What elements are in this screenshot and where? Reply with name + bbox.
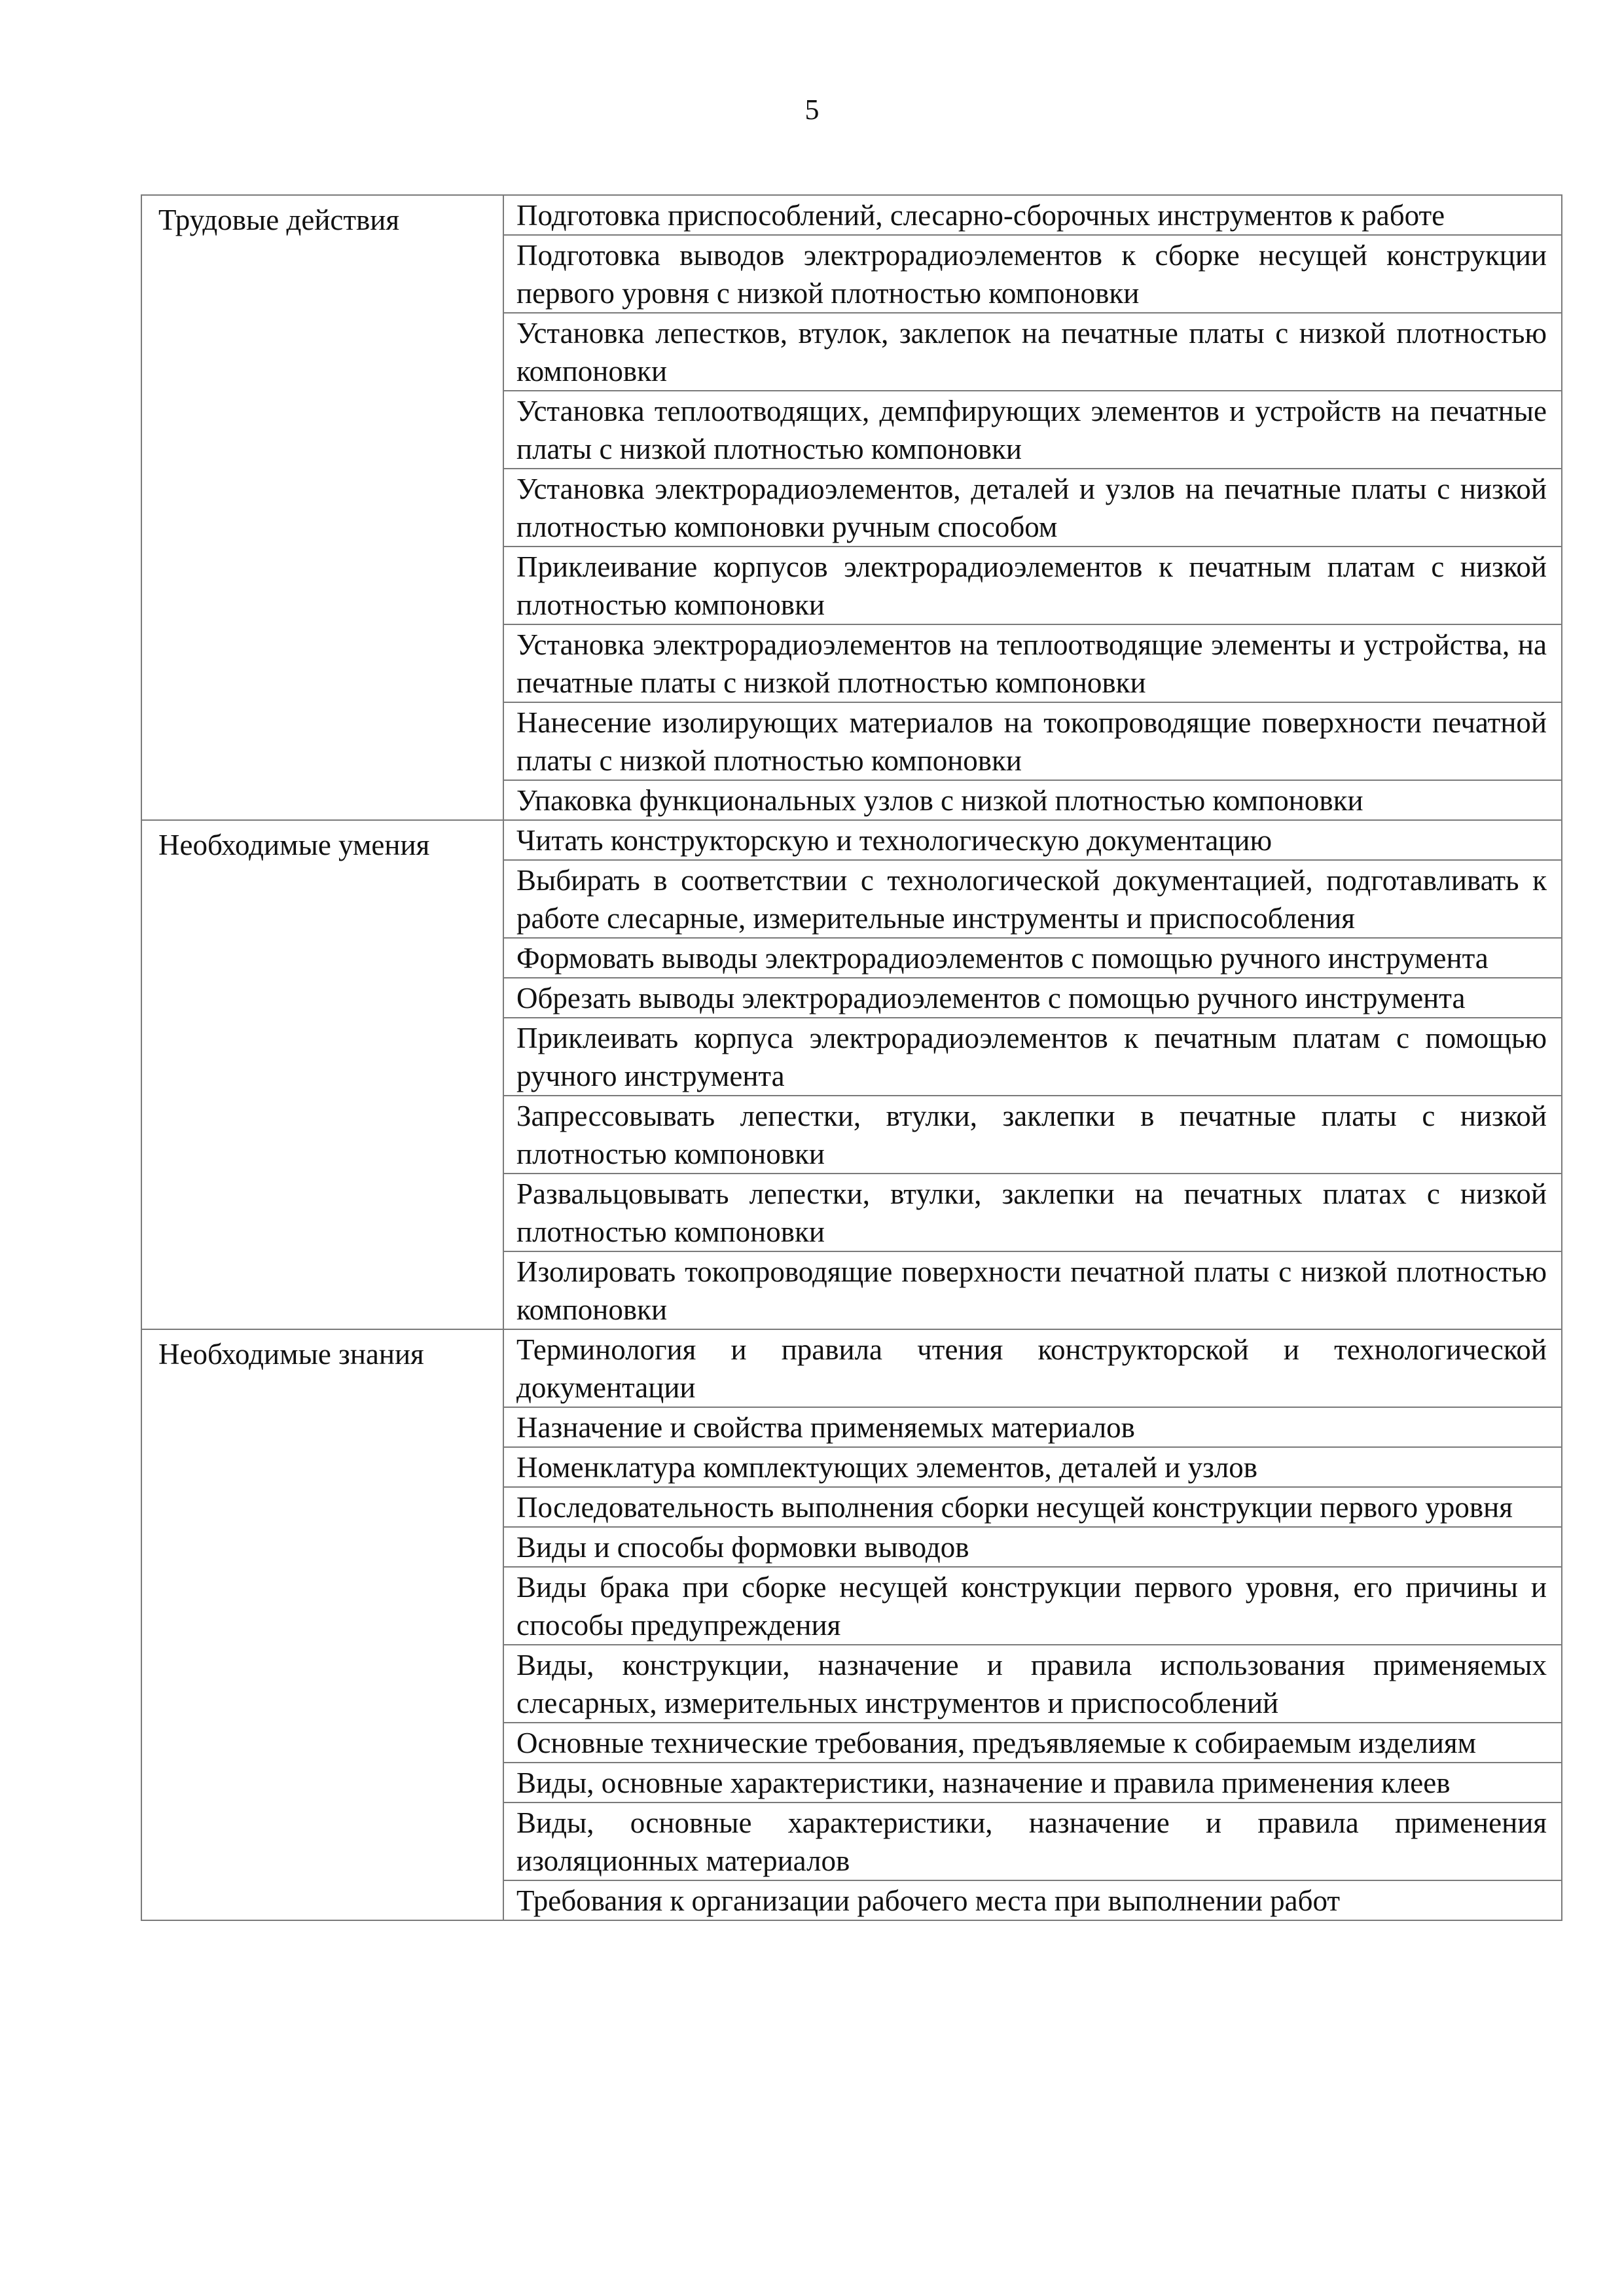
required-skills-item: Обрезать выводы электрорадиоэлементов с помощью ручного инструмента <box>503 978 1562 1018</box>
required-knowledge-item: Виды, конструкции, назначение и правила использования применяемых слесарных, измерительных инструментов и приспособлений <box>503 1645 1562 1723</box>
required-skills-item: Изолировать токопроводящие поверхности печатной платы с низкой плотностью компоновки <box>503 1251 1562 1329</box>
required-knowledge-item: Назначение и свойства применяемых материалов <box>503 1407 1562 1447</box>
table-row <box>141 820 1562 860</box>
table-row <box>141 1329 1562 1407</box>
required-skills-item: Выбирать в соответствии с технологической документацией, подготавливать к работе слесарные, измерительные инструменты и приспособления <box>503 860 1562 938</box>
required-skills-item: Читать конструкторскую и технологическую документацию <box>503 820 1562 860</box>
labor-actions-item: Нанесение изолирующих материалов на токопроводящие поверхности печатной платы с низкой плотностью компоновки <box>503 702 1562 780</box>
labor-actions-item: Приклеивание корпусов электрорадиоэлементов к печатным платам с низкой плотностью компоновки <box>503 547 1562 624</box>
required-knowledge-item: Виды, основные характеристики, назначение и правила применения клеев <box>503 1763 1562 1803</box>
competency-table <box>141 194 1562 1921</box>
category-label-labor-actions: Трудовые действия <box>141 195 503 820</box>
required-knowledge-item: Терминология и правила чтения конструкторской и технологической документации <box>503 1329 1562 1407</box>
required-knowledge-item: Основные технические требования, предъявляемые к собираемым изделиям <box>503 1723 1562 1763</box>
required-knowledge-item: Номенклатура комплектующих элементов, деталей и узлов <box>503 1447 1562 1487</box>
required-skills-item: Запрессовывать лепестки, втулки, заклепки в печатные платы с низкой плотностью компоновки <box>503 1096 1562 1174</box>
labor-actions-item: Подготовка приспособлений, слесарно-сборочных инструментов к работе <box>503 195 1562 235</box>
required-skills-item: Развальцовывать лепестки, втулки, заклепки на печатных платах с низкой плотностью компоновки <box>503 1174 1562 1251</box>
page-number: 5 <box>804 94 820 126</box>
labor-actions-item: Установка электрорадиоэлементов, деталей и узлов на печатные платы с низкой плотностью компоновки ручным способом <box>503 469 1562 547</box>
required-skills-item: Приклеивать корпуса электрорадиоэлементов к печатным платам с помощью ручного инструмента <box>503 1018 1562 1096</box>
required-knowledge-item: Виды, основные характеристики, назначение и правила применения изоляционных материалов <box>503 1803 1562 1880</box>
required-knowledge-item: Последовательность выполнения сборки несущей конструкции первого уровня <box>503 1487 1562 1527</box>
category-label-required-knowledge: Необходимые знания <box>141 1329 503 1920</box>
required-knowledge-item: Требования к организации рабочего места при выполнении работ <box>503 1880 1562 1920</box>
labor-actions-item: Установка электрорадиоэлементов на теплоотводящие элементы и устройства, на печатные платы с низкой плотностью компоновки <box>503 624 1562 702</box>
labor-actions-item: Упаковка функциональных узлов с низкой плотностью компоновки <box>503 780 1562 820</box>
required-knowledge-item: Виды брака при сборке несущей конструкции первого уровня, его причины и способы предупреждения <box>503 1567 1562 1645</box>
required-knowledge-item: Виды и способы формовки выводов <box>503 1527 1562 1567</box>
table-row <box>141 195 1562 235</box>
required-skills-item: Формовать выводы электрорадиоэлементов с помощью ручного инструмента <box>503 938 1562 978</box>
labor-actions-item: Установка лепестков, втулок, заклепок на печатные платы с низкой плотностью компоновки <box>503 313 1562 391</box>
labor-actions-item: Установка теплоотводящих, демпфирующих элементов и устройств на печатные платы с низкой плотностью компоновки <box>503 391 1562 469</box>
competency-table-body <box>141 195 1562 1920</box>
category-label-required-skills: Необходимые умения <box>141 820 503 1329</box>
labor-actions-item: Подготовка выводов электрорадиоэлементов к сборке несущей конструкции первого уровня с низкой плотностью компоновки <box>503 235 1562 313</box>
